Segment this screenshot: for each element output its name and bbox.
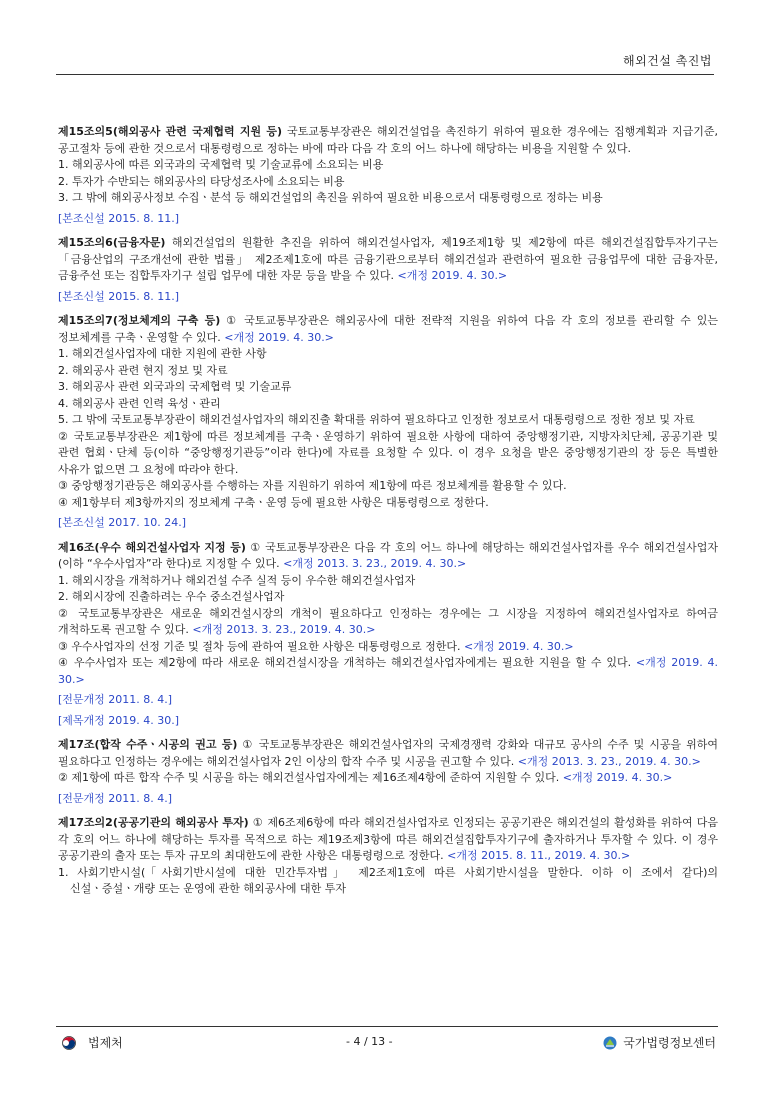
clause-text: ② 국토교통부장관은 새로운 해외건설시장의 개척이 필요하다고 인정하는 경우에는 그 시장을 지정하여 해외건설사업자로 하여금 개척하도록 권고할 수 있다.: [58, 606, 718, 636]
document-body: [58, 124, 718, 906]
article-paragraph: [58, 540, 718, 573]
page-footer: [56, 1026, 718, 1053]
amendment-note: <개정 2013. 3. 23., 2019. 4. 30.>: [188, 623, 376, 636]
list-item: 3. 그 밖에 해외공사정보 수집ㆍ분석 등 해외건설업의 촉진을 위하여 필요한 비용으로서 대통령령으로 정하는 비용: [58, 191, 603, 204]
footer-right-label: 국가법령정보센터: [623, 1036, 716, 1050]
enactment-note-row: [58, 511, 718, 532]
law-center-logo-icon: [603, 1036, 617, 1050]
article-heading: 제15조의7(정보체계의 구축 등): [58, 314, 221, 327]
article-body: ① 국토교통부장관은 해외공사에 대한 전략적 지원을 위하여 다음 각 호의 정보를 관리할 수 있는 정보체계를 구축ㆍ운영할 수 있다.: [58, 314, 718, 344]
enactment-note: [전문개정 2011. 8. 4.]: [58, 693, 173, 706]
clause-paragraph: [58, 639, 718, 656]
article: [58, 124, 718, 227]
moleg-logo-icon: [62, 1036, 76, 1050]
article-body: ① 제6조제6항에 따라 해외건설사업자로 인정되는 공공기관은 해외건설의 활성화를 위하여 다음 각 호의 어느 하나에 해당하는 투자를 목적으로 하는 제19조제3항에 따른 해외건설집합투자기구에 출자하거나 투자할 수 있다. 이 경우 공공기관의 출자 또는 투자 규모의 최대한도에 관한 사항은 대통령령으로 정한다.: [58, 816, 718, 862]
article: [58, 815, 718, 898]
article-body: 국토교통부장관은 해외건설업을 촉진하기 위하여 필요한 경우에는 집행계획과 지급기준, 공고절차 등에 관한 것으로서 대통령령으로 정하는 바에 따라 다음 각 호의 어느 하나에 해당하는 비용을 지원할 수 있다.: [58, 125, 718, 155]
article-body: ① 국토교통부장관은 해외건설사업자의 국제경쟁력 강화와 대규모 공사의 수주 및 시공을 위하여 필요하다고 인정하는 경우에는 해외건설사업자 2인 이상의 합작 수주 및 시공을 권고할 수 있다.: [58, 738, 718, 768]
clause-paragraph: [58, 606, 718, 639]
article-heading: 제17조(합작 수주ㆍ시공의 권고 등): [58, 738, 238, 751]
amendment-note: <개정 2013. 3. 23., 2019. 4. 30.>: [514, 754, 701, 768]
enactment-note-row: [58, 207, 718, 228]
footer-right: [603, 1034, 716, 1051]
clause-text: ② 제1항에 따른 합작 수주 및 시공을 하는 해외건설사업자에게는 제16조제4항에 준하여 지원할 수 있다.: [58, 771, 560, 784]
article-body: 해외건설업의 원활한 추진을 위하여 해외건설사업자, 제19조제1항 및 제2항에 따른 해외건설집합투자기구는 「금융산업의 구조개선에 관한 법률」 제2조제1호에 따른 금융기관으로부터 해외건설과 관련하여 필요한 금융업무에 대한 금융자문, 금융주선 또는 집합투자기구 설립 업무에 대한 자문 등을 받을 수 있다.: [58, 236, 718, 282]
article-heading: 제15조의6(금융자문): [58, 236, 166, 249]
clause-text: ③ 중앙행정기관등은 해외공사를 수행하는 자를 지원하기 위하여 제1항에 따른 정보체계를 활용할 수 있다.: [58, 479, 567, 492]
enactment-note: [본조신설 2015. 8. 11.]: [58, 289, 180, 303]
page-number: - 4 / 13 -: [346, 1035, 393, 1048]
article-paragraph: [58, 815, 718, 865]
clause-text: ② 국토교통부장관은 제1항에 따른 정보체계를 구축ㆍ운영하기 위하여 필요한 사항에 대하여 중앙행정기관, 지방자치단체, 공공기관 및 관련 협회ㆍ단체 등(이하 “중앙행정기관등”이라 한다)에 자료를 요청할 수 있다. 이 경우 요청을 받은 중앙행정기관의 장 등은 특별한 사유가 없으면 그 요청에 따라야 한다.: [58, 429, 718, 476]
footer-left: [62, 1034, 123, 1051]
list-item: 2. 해외시장에 진출하려는 우수 중소건설사업자: [58, 590, 285, 603]
enactment-note: [전문개정 2011. 8. 4.]: [58, 791, 173, 805]
header-title: 해외건설 촉진법: [623, 54, 712, 68]
article: [58, 540, 718, 730]
list-item: 1. 사회기반시설(「사회기반시설에 대한 민간투자법」 제2조제1호에 따른 사회기반시설을 말한다. 이하 이 조에서 같다)의 신설ㆍ증설ㆍ개량 또는 운영에 관한 해외공사에 대한 투자: [58, 865, 718, 895]
article-paragraph: [58, 313, 718, 346]
list-item: 5. 그 밖에 국토교통부장관이 해외건설사업자의 해외진출 확대를 위하여 필요하다고 인정한 정보로서 대통령령으로 정한 정보 및 자료: [58, 413, 695, 426]
article: [58, 235, 718, 305]
list-item: 4. 해외공사 관련 인력 육성ㆍ관리: [58, 396, 221, 410]
enactment-note-row: [58, 285, 718, 306]
clause-text: ④ 우수사업자 또는 제2항에 따라 새로운 해외건설시장을 개척하는 해외건설사업자에게는 필요한 지원을 할 수 있다.: [58, 656, 632, 669]
footer-left-label: 법제처: [88, 1036, 123, 1050]
clause-paragraph: [58, 655, 718, 688]
article-heading: 제15조의5(해외공사 관련 국제협력 지원 등): [58, 125, 283, 138]
amendment-note: <개정 2019. 4. 30.>: [58, 656, 718, 686]
amendment-note: <개정 2019. 4. 30.>: [559, 771, 673, 784]
page-header: [56, 50, 714, 75]
amendment-note: <개정 2013. 3. 23., 2019. 4. 30.>: [279, 557, 467, 570]
article-body: ① 국토교통부장관은 다음 각 호의 어느 하나에 해당하는 해외건설사업자를 우수 해외건설사업자(이하 “우수사업자”라 한다)로 지정할 수 있다.: [58, 540, 718, 570]
enactment-note-row: [58, 709, 718, 730]
article-heading: 제17조의2(공공기관의 해외공사 투자): [58, 816, 249, 829]
clause-text: ④ 제1항부터 제3항까지의 정보체계 구축ㆍ운영 등에 필요한 사항은 대통령령으로 정한다.: [58, 495, 489, 509]
list-item: 2. 해외공사 관련 현지 정보 및 자료: [58, 363, 228, 377]
article: [58, 313, 718, 532]
article-paragraph: [58, 235, 718, 285]
article-paragraph: [58, 124, 718, 157]
article: [58, 737, 718, 807]
list-item: 1. 해외시장을 개척하거나 해외건설 수주 실적 등이 우수한 해외건설사업자: [58, 573, 416, 587]
list-item: 2. 투자가 수반되는 해외공사의 타당성조사에 소요되는 비용: [58, 174, 345, 188]
list-item: 3. 해외공사 관련 외국과의 국제협력 및 기술교류: [58, 380, 292, 393]
enactment-note: [제목개정 2019. 4. 30.]: [58, 713, 180, 727]
amendment-note: <개정 2019. 4. 30.>: [460, 639, 574, 653]
list-item: 1. 해외건설사업자에 대한 지원에 관한 사항: [58, 347, 267, 360]
clause-text: ③ 우수사업자의 선정 기준 및 절차 등에 관하여 필요한 사항은 대통령령으로 정한다.: [58, 639, 461, 653]
article-paragraph: [58, 737, 718, 770]
enactment-note-row: [58, 688, 718, 709]
article-heading: 제16조(우수 해외건설사업자 지정 등): [58, 540, 246, 554]
clause-paragraph: [58, 770, 718, 787]
enactment-note: [본조신설 2015. 8. 11.]: [58, 211, 180, 225]
enactment-note: [본조신설 2017. 10. 24.]: [58, 516, 187, 529]
enactment-note-row: [58, 787, 718, 808]
amendment-note: <개정 2019. 4. 30.>: [394, 269, 508, 282]
clause-paragraph: [58, 495, 718, 512]
amendment-note: <개정 2015. 8. 11., 2019. 4. 30.>: [443, 849, 631, 862]
amendment-note: <개정 2019. 4. 30.>: [220, 330, 334, 344]
clause-paragraph: [58, 478, 718, 495]
clause-paragraph: [58, 429, 718, 479]
list-item: 1. 해외공사에 따른 외국과의 국제협력 및 기술교류에 소요되는 비용: [58, 158, 384, 171]
